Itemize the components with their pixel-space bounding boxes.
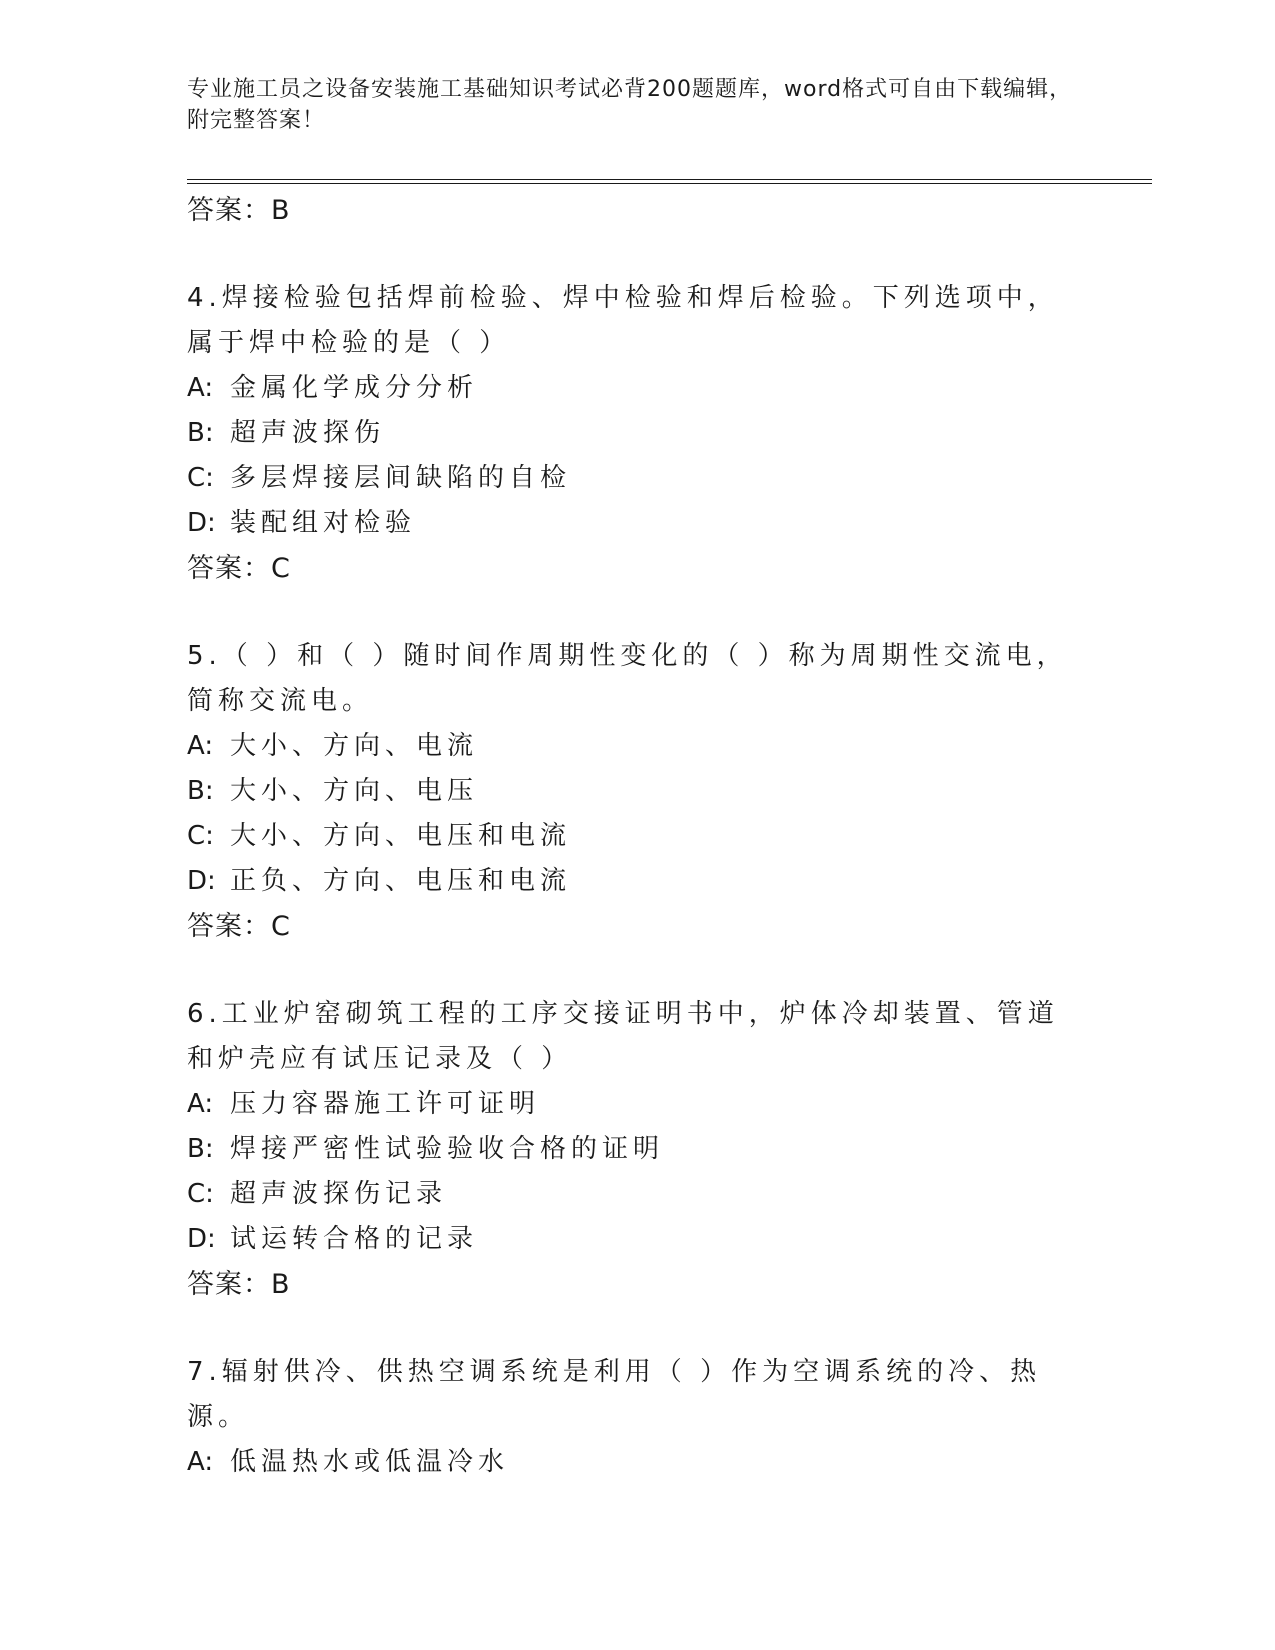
- option-text: 压力容器施工许可证明: [230, 1089, 541, 1119]
- option-a: [187, 366, 1087, 411]
- option-text: 低温热水或低温冷水: [230, 1447, 510, 1477]
- answer-line: 答案：C: [187, 553, 291, 584]
- option-b: [187, 769, 1087, 814]
- option-c: [187, 814, 1087, 859]
- spacer: [187, 591, 1087, 634]
- option-text: 金属化学成分分析: [230, 373, 479, 403]
- question-text: 5.（ ）和（ ）随时间作周期性变化的（ ）称为周期性交流电，简称交流电。: [187, 641, 1068, 716]
- answer-line: 答案：B: [187, 1269, 291, 1300]
- answer-line: 答案：C: [187, 911, 291, 942]
- option-b: [187, 1127, 1087, 1172]
- option-letter: C:: [187, 463, 214, 493]
- option-b: [187, 411, 1087, 456]
- option-text: 超声波探伤: [230, 418, 386, 448]
- question-text: 7.辐射供冷、供热空调系统是利用（ ）作为空调系统的冷、热源。: [187, 1357, 1042, 1432]
- header-divider-bottom: [187, 183, 1152, 184]
- option-d: [187, 859, 1087, 904]
- option-d: [187, 501, 1087, 546]
- option-c: [187, 456, 1087, 501]
- option-letter: C:: [187, 821, 214, 851]
- option-text: 焊接严密性试验验收合格的证明: [230, 1134, 665, 1164]
- option-c: [187, 1172, 1087, 1217]
- option-a: [187, 724, 1087, 769]
- option-letter: D:: [187, 508, 216, 538]
- question-block: [187, 276, 1087, 591]
- option-text: 多层焊接层间缺陷的自检: [230, 463, 572, 493]
- option-d: [187, 1217, 1087, 1262]
- option-text: 超声波探伤记录: [230, 1179, 448, 1209]
- question-text: 6.工业炉窑砌筑工程的工序交接证明书中，炉体冷却装置、管道和炉壳应有试压记录及（ ）: [187, 999, 1059, 1074]
- question-block: [187, 992, 1087, 1307]
- option-letter: A:: [187, 1447, 214, 1477]
- document-header: 专业施工员之设备安装施工基础知识考试必背200题题库，word格式可自由下载编辑，附完整答案！: [187, 77, 1073, 133]
- spacer: [187, 233, 1087, 276]
- question-list: [187, 188, 1087, 1485]
- option-letter: A:: [187, 373, 214, 403]
- option-letter: A:: [187, 1089, 214, 1119]
- question-block: [187, 634, 1087, 949]
- option-text: 正负、方向、电压和电流: [230, 866, 572, 896]
- option-letter: C:: [187, 1179, 214, 1209]
- option-letter: D:: [187, 1224, 216, 1254]
- option-text: 装配组对检验: [230, 508, 417, 538]
- option-letter: B:: [187, 776, 214, 806]
- option-letter: A:: [187, 731, 214, 761]
- answer-line: 答案：B: [187, 195, 291, 226]
- option-text: 大小、方向、电流: [230, 731, 479, 761]
- spacer: [187, 949, 1087, 992]
- option-text: 大小、方向、电压: [230, 776, 479, 806]
- spacer: [187, 1307, 1087, 1350]
- header-divider-top: [187, 179, 1152, 180]
- option-text: 试运转合格的记录: [230, 1224, 479, 1254]
- option-letter: B:: [187, 1134, 214, 1164]
- question-block: [187, 1350, 1087, 1485]
- option-letter: B:: [187, 418, 214, 448]
- option-letter: D:: [187, 866, 216, 896]
- option-text: 大小、方向、电压和电流: [230, 821, 572, 851]
- question-text: 4.焊接检验包括焊前检验、焊中检验和焊后检验。下列选项中，属于焊中检验的是（ ）: [187, 283, 1059, 358]
- option-a: [187, 1440, 1087, 1485]
- option-a: [187, 1082, 1087, 1127]
